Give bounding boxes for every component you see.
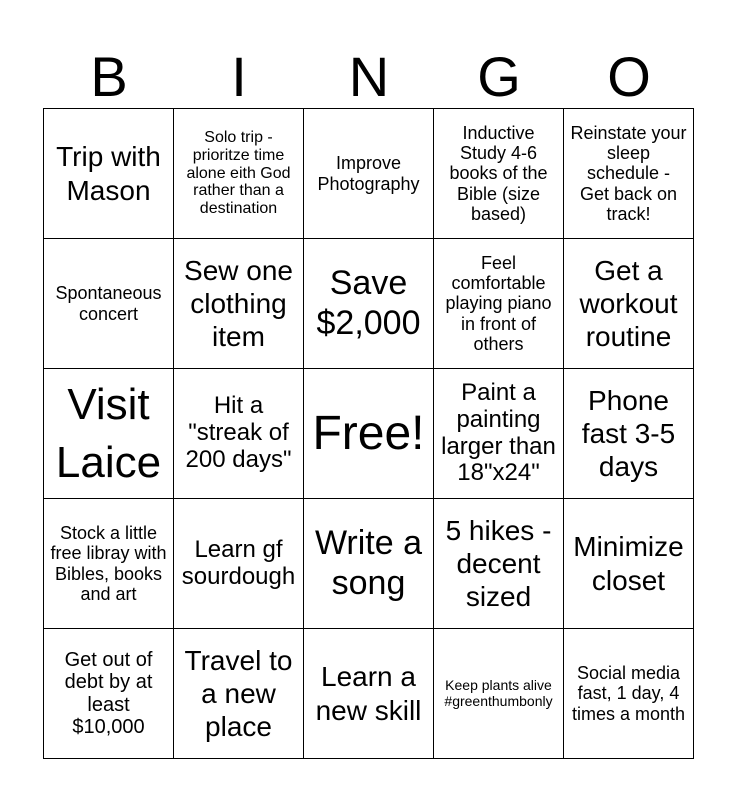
bingo-cell[interactable]: Visit Laice [44, 369, 174, 499]
bingo-cell[interactable]: Reinstate your sleep schedule - Get back on track! [564, 109, 694, 239]
board-row [44, 629, 694, 759]
bingo-cell[interactable]: Get out of debt by at least $10,000 [44, 629, 174, 759]
board-row [44, 499, 694, 629]
bingo-cell[interactable]: 5 hikes - decent sized [434, 499, 564, 629]
bingo-cell[interactable]: Sew one clothing item [174, 239, 304, 369]
header-letter-n: N [348, 45, 390, 108]
bingo-cell[interactable]: Solo trip - prioritze time alone eith God rather than a destination [174, 109, 304, 239]
bingo-cell[interactable]: Hit a "streak of 200 days" [174, 369, 304, 499]
bingo-cell[interactable]: Learn a new skill [304, 629, 434, 759]
header-letter-o: O [607, 45, 651, 108]
bingo-cell-free[interactable]: Free! [304, 369, 434, 499]
bingo-header [44, 44, 694, 110]
bingo-cell[interactable]: Social media fast, 1 day, 4 times a month [564, 629, 694, 759]
bingo-cell[interactable]: Paint a painting larger than 18"x24" [434, 369, 564, 499]
bingo-cell[interactable]: Save $2,000 [304, 239, 434, 369]
bingo-cell[interactable]: Feel comfortable playing piano in front of others [434, 239, 564, 369]
board-row [44, 239, 694, 369]
bingo-cell[interactable]: Improve Photography [304, 109, 434, 239]
bingo-cell[interactable]: Trip with Mason [44, 109, 174, 239]
bingo-board [43, 108, 694, 759]
bingo-cell[interactable]: Get a workout routine [564, 239, 694, 369]
bingo-cell[interactable]: Inductive Study 4-6 books of the Bible (size based) [434, 109, 564, 239]
header-letter-g: G [477, 45, 521, 108]
bingo-cell[interactable]: Phone fast 3-5 days [564, 369, 694, 499]
bingo-cell[interactable]: Learn gf sourdough [174, 499, 304, 629]
bingo-cell[interactable]: Spontaneous concert [44, 239, 174, 369]
bingo-cell[interactable]: Travel to a new place [174, 629, 304, 759]
bingo-cell[interactable]: Keep plants alive #greenthumbonly [434, 629, 564, 759]
bingo-cell[interactable]: Stock a little free libray with Bibles, books and art [44, 499, 174, 629]
board-row [44, 109, 694, 239]
board-row [44, 369, 694, 499]
bingo-cell[interactable]: Minimize closet [564, 499, 694, 629]
header-letter-i: I [231, 45, 247, 108]
header-letter-b: B [90, 45, 128, 108]
bingo-cell[interactable]: Write a song [304, 499, 434, 629]
